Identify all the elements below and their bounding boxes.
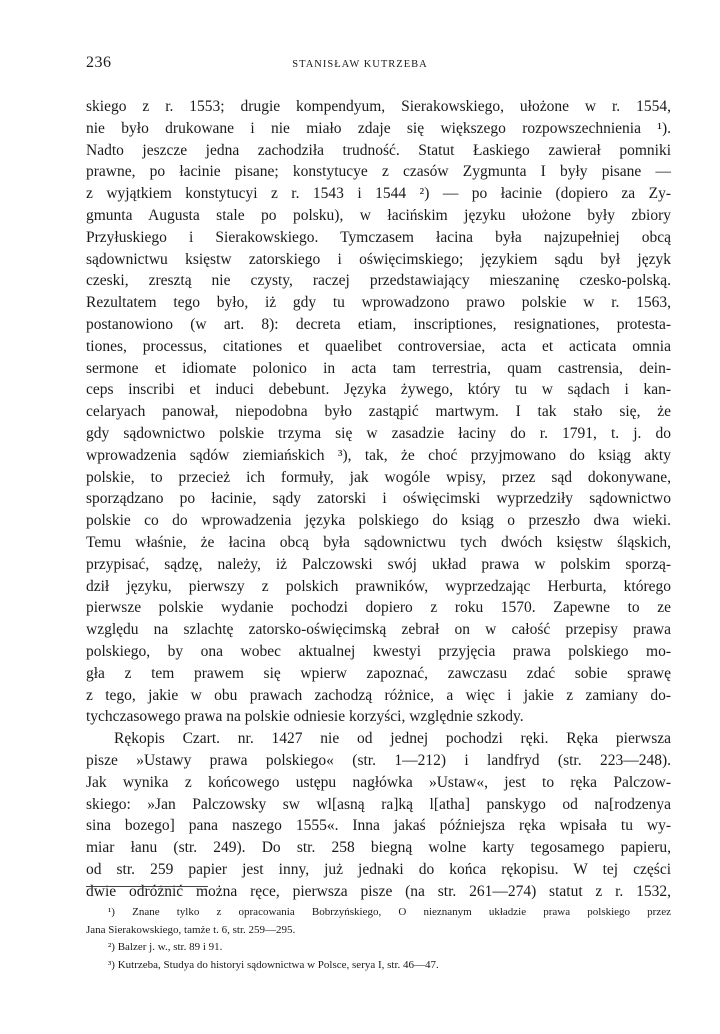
text-line: celaryach panował, niepodobna było zastąpić martwym. I tak stało się, że — [86, 403, 671, 421]
text-line: z wyjątkiem konstytucyi z r. 1543 i 1544 ²) — po łacinie (dopiero za Zy- — [86, 185, 671, 203]
page-number: 236 — [86, 54, 112, 71]
text-line: wprowadzenia sądów ziemiańskich ³), tak, że choć przyjmowano do ksiąg akty — [86, 446, 671, 464]
text-line: dwie odróżnić można ręce, pierwsza pisze (na str. 261—274) statut z r. 1532, — [86, 882, 671, 900]
text-line: przypisać, sądzę, należy, iż Palczowski swój układ prawa w polskim sporzą- — [86, 555, 671, 573]
text-line: ceps inscribi et induci debebunt. Języka żywego, który tu w sądach i kan- — [86, 381, 671, 399]
text-line: z tego, jakie w obu prawach zachodzą różnice, a więc i jakie z zamiany do- — [86, 686, 671, 704]
running-head: STANISŁAW KUTRZEBA — [292, 59, 428, 70]
text-line: polskie, to przecież ich formuły, jak wogóle wpisy, przez sąd dokonywane, — [86, 468, 671, 486]
text-line: miar łanu (str. 249). Do str. 258 biegną wolne karty tegosamego papieru, — [86, 839, 671, 857]
footnote-3: ³) Kutrzeba, Studya do historyi sądownictwa w Polsce, serya I, str. 46—47. — [108, 958, 439, 971]
text-line: względu na szlachtę zatorsko-oświęcimską zebrał on w całość przepisy prawa — [86, 621, 671, 639]
text-line: sermone et idiomate polonico in acta tam terrestria, quam castrensia, dein- — [86, 359, 671, 377]
text-line: gdy sądownictwo polskie trzyma się w zasadzie łaciny do r. 1791, t. j. do — [86, 424, 671, 442]
text-line: skiego z r. 1553; drugie kompendyum, Sierakowskiego, ułożone w r. 1554, — [86, 98, 671, 115]
text-line: polskiego, by ona wobec aktualnej kwestyi przyjęcia prawa polskiego mo- — [86, 642, 671, 660]
text-line: pisze »Ustawy prawa polskiego« (str. 1—212) i landfryd (str. 223—248). — [86, 751, 671, 769]
text-line: postanowiono (w art. 8): decreta etiam, inscriptiones, resignationes, protesta- — [86, 315, 671, 333]
text-line: polskie co do wprowadzenia języka polskiego do ksiąg o przeszło dwa wieki. — [86, 512, 671, 530]
text-line: Przyłuskiego i Sierakowskiego. Tymczasem łacina była najzupełniej obcą — [86, 228, 671, 246]
text-line: Jak wynika z końcowego ustępu nagłówka »Ustaw«, jest to ręka Palczow- — [86, 773, 671, 791]
text-line: Temu właśnie, że łacina obcą była sądownictwu tych dwóch księstw śląskich, — [86, 533, 671, 551]
text-line: sądownictwu księstw zatorskiego i oświęcimskiego; językiem sądu był język — [86, 250, 671, 268]
footnote-1: ¹) Znane tylko z opracowania Bobrzyńskiego, O nieznanym układzie prawa polskiego przez — [108, 906, 671, 918]
footnotes — [86, 904, 671, 974]
text-line: tiones, processus, citationes et quaelibet controversiae, acta et acticata omnia — [86, 337, 671, 355]
footnote-1-continuation: Jana Sierakowskiego, tamże t. 6, str. 259—295. — [86, 923, 296, 936]
text-line: Rezultatem tego było, iż gdy tu wprowadzono prawo polskie w r. 1563, — [86, 294, 671, 312]
text-line: od str. 259 papier jest inny, już jednaki do końca rękopisu. W tej części — [86, 860, 671, 878]
text-line: Nadto jeszcze jedna zachodziła trudność. Statut Łaskiego zawierał pomniki — [86, 141, 671, 159]
text-line: dził języku, pierwszy z polskich prawników, wyprzedzając Herburta, którego — [86, 577, 671, 595]
paragraph-start-line: Rękopis Czart. nr. 1427 nie od jednej pochodzi ręki. Ręka pierwsza — [114, 730, 671, 748]
text-line: nie było drukowane i nie miało zdaje się większego rozpowszechnienia ¹). — [86, 119, 671, 137]
text-line: pierwsze polskie wydanie pochodzi dopiero z roku 1570. Zapewne to ze — [86, 599, 671, 617]
text-line: prawne, po łacinie pisane; konstytucye z czasów Zygmunta I były pisane — — [86, 163, 671, 181]
body-text — [86, 96, 671, 902]
text-line: sina bozego] pana naszego 1555«. Inna jakaś późniejsza ręka wpisała tu wy- — [86, 817, 671, 835]
text-line: gła z tem prawem się wpierw zapoznać, zawczasu zdać sobie sprawę — [86, 664, 671, 682]
paragraph-end-line: tychczasowego prawa na polskie odniesie korzyści, względnie szkody. — [86, 708, 524, 726]
text-line: sporządzano po łacinie, sądy zatorski i oświęcimski wyprzedziły sądownictwo — [86, 490, 671, 508]
footnote-divider — [86, 886, 208, 887]
text-line: czeski, zresztą nie czysty, raczej przedstawiający mieszaninę czesko-polską. — [86, 272, 671, 290]
text-line: skiego: »Jan Palczowsky sw wl[asną ra]ką l[atha] panskygo od na[rodzenya — [86, 795, 671, 813]
text-line: gmunta Augusta stale po polsku), w łacińskim języku ułożone były zbiory — [86, 206, 671, 224]
footnote-2: ²) Balzer j. w., str. 89 i 91. — [108, 941, 223, 953]
